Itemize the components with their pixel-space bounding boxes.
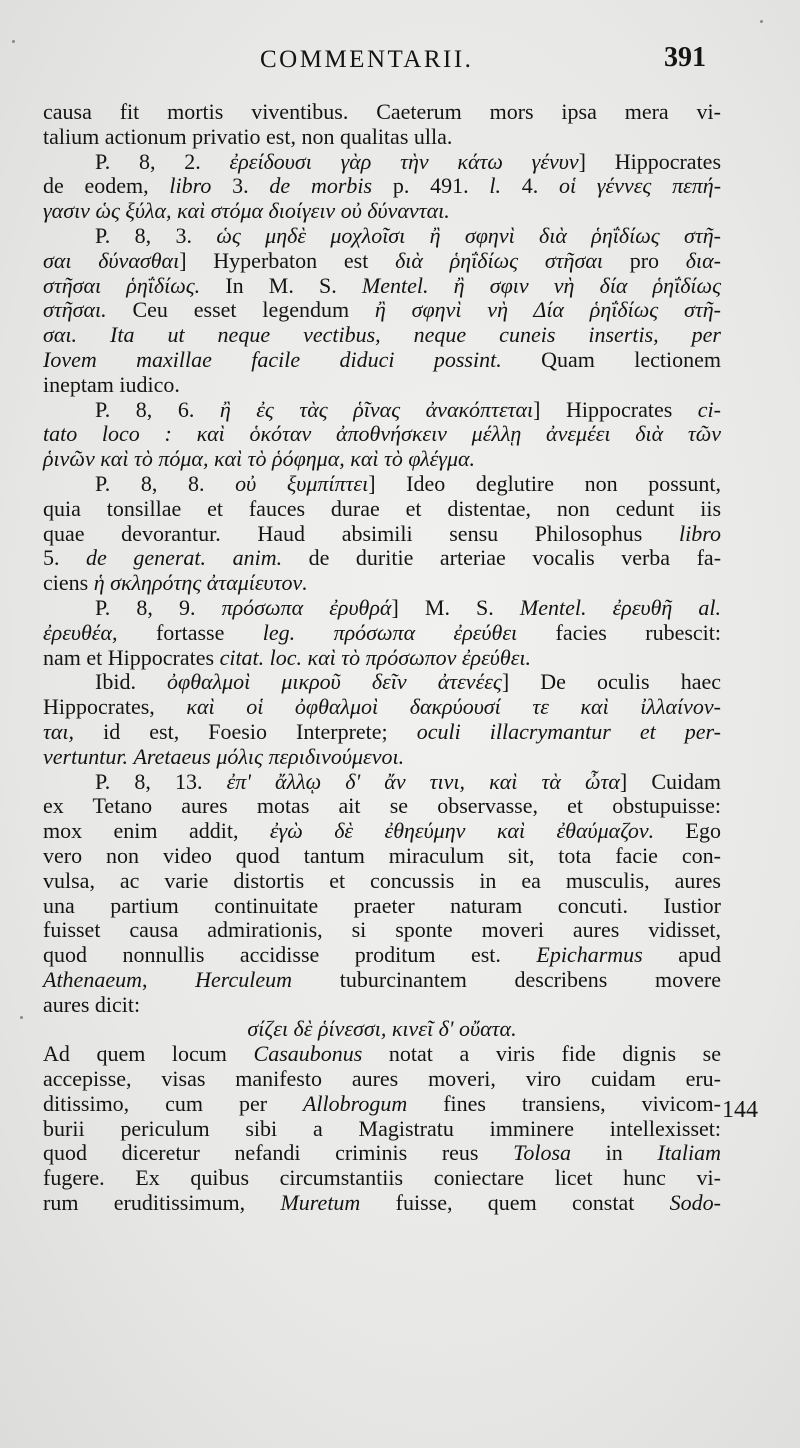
italic-run: Italiam	[657, 1140, 721, 1166]
italic-run: ὡς μηδὲ μοχλοῖσι ἢ σφηνὶ διὰ ῥηΐδίως στῆ-	[216, 222, 721, 248]
text-run: Quam lectionem	[501, 346, 722, 372]
text-run: P. 8, 9.	[95, 594, 222, 620]
italic-run: ὀφθαλμοὶ μικροῦ δεῖν ἀτενέες	[167, 669, 502, 695]
text-line	[43, 819, 721, 844]
text-line	[43, 571, 721, 596]
text-run	[77, 322, 110, 347]
italic-run: Ita ut neque vectibus, neque cuneis insertis, per	[110, 322, 721, 348]
text-run: quod nonnullis accidisse proditum est.	[43, 942, 537, 968]
page-header	[0, 36, 800, 80]
text-run: ] M. S.	[391, 594, 520, 620]
text-run: ,	[141, 966, 196, 992]
text-run: mox enim addit,	[43, 818, 270, 844]
text-run: vero non video quod tantum miraculum sit, tota facie con-	[43, 842, 721, 868]
paper-speck	[20, 1016, 23, 1019]
text-run: ] Hyperbaton est	[179, 247, 396, 273]
italic-run: σαι.	[43, 322, 78, 348]
text-run: pro	[602, 247, 686, 273]
text-run: tuburcinantem describens movere	[292, 966, 721, 992]
text-run: ex Tetano aures motas ait se observasse, et obstupuisse:	[43, 793, 721, 819]
text-run: fuisset causa admirationis, si sponte moveri aures vidisset,	[43, 917, 721, 943]
text-line	[43, 1166, 721, 1191]
commentary-text	[43, 100, 721, 1216]
text-line	[43, 1141, 721, 1166]
text-run: 3.	[211, 173, 270, 199]
text-run: burii periculum sibi a Magistratu imminere intellexisset:	[43, 1115, 721, 1141]
margin-page-reference: 144	[722, 1097, 758, 1123]
italic-run: Mentel.	[361, 272, 429, 298]
italic-run: Casaubonus	[253, 1041, 363, 1067]
italic-run: ἢ σφηνὶ νὴ Δία ῥηΐδίως στῆ-	[374, 297, 721, 323]
text-line	[43, 249, 721, 274]
italic-run: ἢ σφιν νὴ δία ῥηΐδίως	[453, 272, 722, 298]
text-run	[295, 620, 333, 645]
text-run: P. 8, 6.	[95, 396, 220, 422]
text-line	[43, 348, 721, 373]
text-line	[43, 447, 721, 472]
text-line	[43, 670, 721, 695]
text-run: ineptam iudico.	[43, 371, 180, 397]
text-run: vulsa, ac varie distortis et concussis in ea musculis, aures	[43, 867, 721, 893]
text-run: de duritie arteriae vocalis verba fa-	[282, 545, 722, 571]
text-line	[43, 174, 721, 199]
text-line	[43, 125, 721, 150]
text-run: una partium continuitate praeter naturam concuti. Iustior	[43, 892, 721, 918]
text-run: ] De oculis haec	[501, 669, 721, 695]
text-run: ] Hippocrates	[533, 396, 698, 422]
text-line	[43, 621, 721, 646]
italic-run: οὐ ξυμπίπτει	[235, 470, 369, 496]
italic-run: ἐρευθέα,	[43, 619, 118, 645]
text-run: ] Cuidam	[619, 768, 721, 794]
text-run: ciens	[43, 570, 94, 596]
text-line	[43, 869, 721, 894]
text-line	[43, 596, 721, 621]
italic-run: ἐγὼ δὲ ἐθηεύμην καὶ ἐθαύμαζον.	[269, 818, 655, 844]
text-line	[43, 398, 721, 423]
text-run: apud	[642, 942, 721, 968]
italic-run: ἢ ἐς τὰς ῥῖνας ἀνακόπτεται	[219, 396, 534, 422]
text-line	[43, 1042, 721, 1067]
italic-run: Sodo-	[669, 1190, 721, 1216]
text-run: Ceu esset legendum	[106, 297, 375, 323]
text-run: de eodem,	[43, 173, 170, 199]
italic-run: de morbis	[269, 173, 373, 199]
italic-run: καὶ τὸ πρόσωπον ἐρεύθει.	[307, 644, 531, 670]
text-line	[43, 298, 721, 323]
text-line	[43, 720, 721, 745]
text-run: Ad quem locum	[43, 1041, 254, 1067]
italic-run: l.	[489, 173, 501, 199]
text-run: fines transiens, vivicom-	[407, 1090, 721, 1116]
italic-run: vertuntur.	[43, 743, 128, 769]
text-run: quae devorantur. Haud absimili sensu Philosophus	[43, 520, 680, 546]
italic-run: Muretum	[280, 1190, 361, 1216]
paper-speck	[12, 40, 15, 43]
text-run: p. 491.	[372, 173, 490, 199]
text-run	[429, 273, 454, 298]
italic-run: Athenaeum	[43, 966, 142, 992]
text-line	[43, 100, 721, 125]
text-run: nam et Hippocrates	[43, 644, 220, 670]
text-run: fugere. Ex quibus circumstantiis coniectare licet hunc vi-	[43, 1165, 721, 1191]
text-run: accepisse, visas manifesto aures moveri, viro cuidam eru-	[43, 1066, 721, 1092]
text-line	[43, 1191, 721, 1216]
italic-run: σαι δύνασθαι	[43, 247, 180, 273]
text-run: P. 8, 8.	[95, 470, 236, 496]
italic-run: πρόσωπα ἐρυθρά	[221, 594, 392, 620]
text-run	[586, 595, 612, 620]
text-run: facies rubescit:	[517, 619, 721, 645]
text-line	[43, 794, 721, 819]
italic-run: Epicharmus	[536, 942, 643, 968]
italic-run: citat. loc.	[219, 644, 303, 670]
text-line	[43, 1092, 721, 1117]
italic-run: στῆσαι.	[43, 297, 107, 323]
text-run: quia tonsillae et fauces durae et distentae, non cedunt iis	[43, 495, 721, 521]
italic-run: οἱ γέννες πεπή-	[558, 173, 722, 199]
italic-run: ἐρείδουσι γὰρ τὴν κάτω γένυν	[229, 148, 579, 174]
italic-run: σίζει δὲ ῥίνεσσι, κινεῖ δ' οὔατα.	[247, 1016, 517, 1042]
italic-run: ἐπ' ἄλλῳ δ' ἄν τινι, καὶ τὰ ὦτα	[226, 768, 620, 794]
italic-run: στῆσαι ῥηΐδίως.	[43, 272, 201, 298]
text-run: notat a viris fide dignis se	[362, 1041, 721, 1067]
italic-run: Aretaeus	[133, 743, 211, 769]
text-run: aures dicit:	[43, 991, 141, 1017]
text-line	[43, 224, 721, 249]
text-line	[43, 918, 721, 943]
text-line	[43, 274, 721, 299]
page-number: 391	[664, 42, 706, 73]
italic-run: Allobrogum	[302, 1090, 408, 1116]
text-line	[43, 646, 721, 671]
text-run: rum eruditissimum,	[43, 1190, 281, 1216]
text-run: fortasse	[117, 619, 263, 645]
italic-run: ἡ σκληρότης ἀταμίευτον.	[93, 570, 308, 596]
italic-run: de generat. anim.	[86, 545, 283, 571]
italic-run: tato loco :	[43, 421, 172, 447]
italic-run: καὶ οἱ ὀφθαλμοὶ δακρύουσί τε καὶ ἰλλαίνον-	[186, 694, 721, 720]
text-line	[43, 1067, 721, 1092]
text-run: P. 8, 3.	[95, 222, 217, 248]
text-line	[43, 1117, 721, 1142]
text-line	[43, 745, 721, 770]
italic-run: ται,	[43, 718, 75, 744]
text-line	[43, 968, 721, 993]
italic-run: ἐρευθῆ al.	[612, 594, 722, 620]
text-line	[43, 943, 721, 968]
italic-run: Herculeum	[195, 966, 293, 992]
text-run: ] Hippocrates	[578, 148, 722, 174]
text-line	[43, 844, 721, 869]
italic-run: Iovem maxillae facile diduci possint.	[43, 346, 502, 372]
text-line	[43, 373, 721, 398]
italic-run: ῥινῶν καὶ τὸ πόμα, καὶ τὸ ῥόφημα, καὶ τὸ φλέγμα.	[43, 446, 476, 472]
text-run: quod diceretur nefandi criminis reus	[43, 1140, 514, 1166]
text-line	[43, 150, 721, 175]
text-run: in	[571, 1140, 658, 1166]
italic-run: oculi illacrymantur et per-	[416, 718, 721, 744]
text-line	[43, 1017, 721, 1042]
text-run: In M. S.	[200, 272, 362, 298]
text-run: P. 8, 13.	[95, 768, 227, 794]
italic-run: διὰ ῥηΐδίως στῆσαι	[395, 247, 603, 273]
text-line	[43, 422, 721, 447]
italic-run: Tolosa	[513, 1140, 572, 1166]
italic-run: libro	[169, 173, 212, 199]
text-run: P. 8, 2.	[95, 148, 230, 174]
italic-run: ci-	[697, 396, 721, 422]
text-run: Ego	[654, 818, 721, 844]
running-head: COMMENTARII.	[260, 46, 474, 73]
text-run: ] Ideo deglutire non possunt,	[368, 470, 721, 496]
text-line	[43, 199, 721, 224]
text-run: talium actionum privatio est, non qualitas ulla.	[43, 123, 453, 149]
text-line	[43, 472, 721, 497]
italic-run: leg.	[262, 619, 296, 645]
italic-run: μόλις περιδινούμενοι.	[216, 743, 405, 769]
text-run: ditissimo, cum per	[43, 1090, 303, 1116]
text-run: 5.	[43, 545, 87, 571]
text-run: fuisse, quem constat	[360, 1190, 670, 1216]
text-line	[43, 695, 721, 720]
italic-run: libro	[679, 520, 721, 546]
text-line	[43, 993, 721, 1018]
italic-run: πρόσωπα ἐρεύθει	[333, 619, 518, 645]
italic-run: Mentel.	[519, 594, 587, 620]
text-run: causa fit mortis viventibus. Caeterum mors ipsa mera vi-	[43, 99, 721, 124]
text-line	[43, 323, 721, 348]
text-run	[172, 421, 197, 446]
text-run: Ibid.	[95, 669, 168, 695]
text-run: 4.	[500, 173, 559, 199]
italic-run: καὶ ὁκόταν ἀποθνήσκειν μέλλῃ ἀνεμέει διὰ τῶν	[196, 421, 721, 447]
text-line	[43, 522, 721, 547]
paper-speck	[760, 20, 763, 23]
text-line	[43, 770, 721, 795]
text-run: Hippocrates,	[43, 694, 187, 720]
italic-run: δια-	[685, 247, 722, 273]
italic-run: γασιν ὡς ξύλα, καὶ στόμα διοίγειν οὐ δύνανται.	[43, 198, 450, 224]
text-line	[43, 546, 721, 571]
text-run: id est, Foesio Interprete;	[74, 718, 417, 744]
text-line	[43, 894, 721, 919]
text-line	[43, 497, 721, 522]
